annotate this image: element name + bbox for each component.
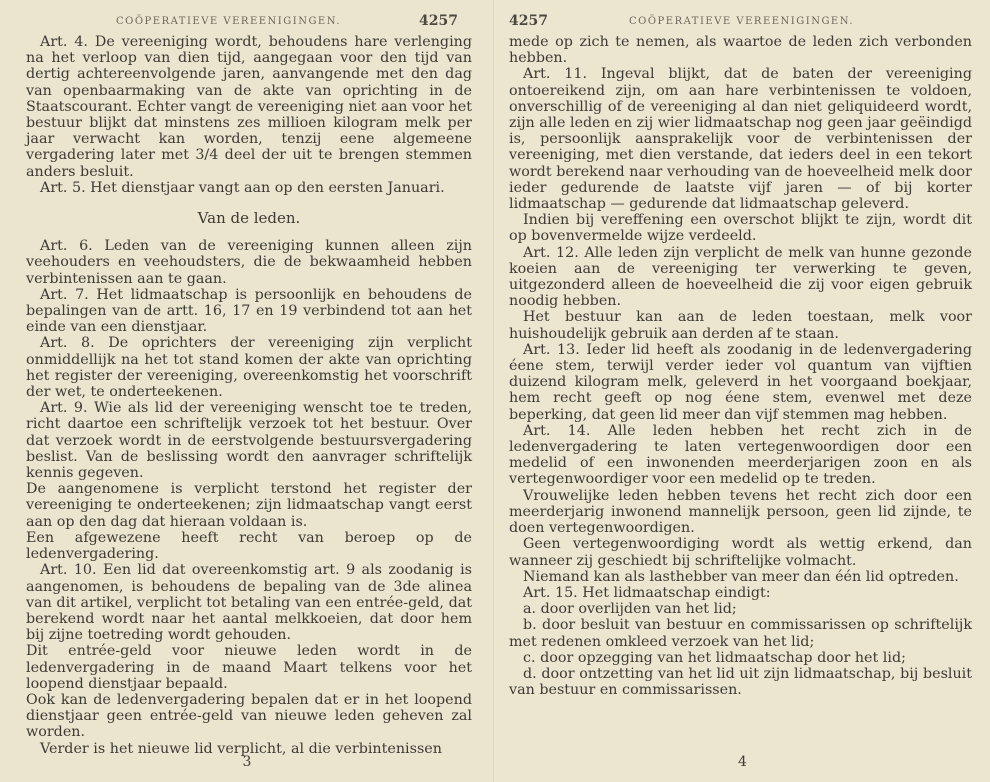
article-12: Art. 12. Alle leden zijn verplicht de melk van hunne gezonde koeien aan de vereeniging ter verwerking te geven, uitgezonderd alleen de hoeveelheid die zij voor eigen gebruik noodig hebben. <box>509 244 972 310</box>
list-item: b. door besluit van bestuur en commissarissen op schriftelijk met redenen omkleed verzoek van het lid; <box>509 617 972 650</box>
folio: 3 <box>242 754 252 770</box>
page-number: 4257 <box>509 13 548 29</box>
article-5: Art. 5. Het dienstjaar vangt aan op den eersten Januari. <box>40 179 445 196</box>
article-11: Art. 11. Ingeval blijkt, dat de baten der vereeniging ontoereikend zijn, om aan hare verbintenissen te voldoen, onverschillig of de vereeniging al dan niet geliquideerd wordt, zijn alle leden en zij wier lidmaatschap nog geen jaar geëindigd is, persoonlijk aansprakelijk voor de verbintenissen der vereeniging, met dien verstande, dat ieders deel in een tekort wordt berekend naar verhouding van de hoeveelheid melk door ieder gedurende de laatste vijf jaren — of bij korter lidmaatschap — gedurende dat lidmaatschap geleverd. <box>509 66 972 213</box>
right-page-header <box>509 10 972 34</box>
folio: 4 <box>738 754 747 770</box>
paragraph: De aangenomene is verplicht terstond het register der vereeniging te onderteekenen; zijn lidmaatschap vangt eerst aan op den dag dat hieraan voldaan is. <box>26 481 472 530</box>
section-heading: Van de leden. <box>197 209 301 228</box>
right-page-body <box>509 34 972 698</box>
article-9: Art. 9. Wie als lid der vereeniging wenscht toe te treden, richt daartoe een schriftelijk verzoek tot het bestuur. Over dat verzoek wordt in de eerstvolgende bestuursvergadering beslist. Van de beslissing wordt den aanvrager schriftelijk kennis gegeven. <box>26 400 472 482</box>
article-10: Art. 10. Een lid dat overeenkomstig art. 9 als zoodanig is aangenomen, is behoudens de bepaling van de 3de alinea van dit artikel, verplicht tot betaling van een entrée-geld, dat berekend wordt naar het aantal melkkoeien, dat door hem bij zijne toetreding wordt gehouden. <box>26 562 472 644</box>
list-item: a. door overlijden van het lid; <box>523 601 737 618</box>
paragraph: Verder is het nieuwe lid verplicht, al die verbintenissen <box>40 740 442 757</box>
right-page <box>495 0 990 782</box>
list-item: c. door opzegging van het lidmaatschap door het lid; <box>523 649 906 666</box>
left-page-header <box>26 10 472 34</box>
paragraph: Niemand kan als lasthebber van meer dan één lid optreden. <box>523 568 959 585</box>
paragraph: Geen vertegenwoordiging wordt als wettig erkend, dan wanneer zij geschiedt bij schriftelijke volmacht. <box>509 536 972 569</box>
paragraph: Indien bij vereffening een overschot blijkt te zijn, wordt dit op bovenvermelde wijze verdeeld. <box>509 212 972 245</box>
left-page-body <box>26 34 472 757</box>
article-7: Art. 7. Het lidmaatschap is persoonlijk en behoudens de bepalingen van de artt. 16, 17 en 19 verbindend tot aan het einde van een dienstjaar. <box>26 286 472 336</box>
article-6: Art. 6. Leden van de vereeniging kunnen alleen zijn veehouders en veehoudsters, die de bekwaamheid hebben verbintenissen aan te gaan. <box>26 238 472 287</box>
continuation-text: mede op zich te nemen, als waartoe de leden zich verbonden hebben. <box>509 34 972 67</box>
page-number: 4257 <box>419 13 458 29</box>
paragraph: Dit entrée-geld voor nieuwe leden wordt in de ledenvergadering in de maand Maart telkens voor het loopend dienstjaar bepaald. <box>26 643 472 692</box>
paragraph: Het bestuur kan aan de leden toestaan, melk voor huishoudelijk gebruik aan derden af te staan. <box>509 309 972 342</box>
article-13: Art. 13. Ieder lid heeft als zoodanig in de ledenvergadering éene stem, terwijl verder ieder vol quantum van vijftien duizend kilogram melk, geleverd in het voorgaand boekjaar, hem recht geeft op nog éene stem, evenwel met deze beperking, dat geen lid meer dan vijf stemmen mag hebben. <box>509 341 972 423</box>
article-4: Art. 4. De vereeniging wordt, behoudens hare verlenging na het verloop van dien tijd, aangegaan voor den tijd van dertig achtereenvolgende jaren, aanvangende met den dag van openbaarmaking van de akte van oprichting in de Staatscourant. Echter vangt de vereeniging niet aan voor het bestuur blijkt dat minstens zes millioen kilogram melk per jaar verwacht kan worden, tenzij eene algemeene vergadering later met 3/4 deel der uit te brengen stemmen anders besluit. <box>26 34 472 180</box>
article-14: Art. 14. Alle leden hebben het recht zich in de ledenvergadering te laten vertegenwoordigen door een medelid of een inwonenden meerderjarigen zoon en als vertegenwoordiger voor een medelid op te treden. <box>509 422 972 488</box>
paragraph: Vrouwelijke leden hebben tevens het recht zich door een meerderjarig inwonend mannelijk persoon, geen lid zijnde, te doen vertegenwoordigen. <box>509 487 972 537</box>
list-item: d. door ontzetting van het lid uit zijn lidmaatschap, bij besluit van bestuur en commissarissen. <box>509 665 972 699</box>
running-title: COÖPERATIEVE VEREENIGINGEN. <box>116 16 342 27</box>
article-15: Art. 15. Het lidmaatschap eindigt: <box>523 584 771 601</box>
running-title: COÖPERATIEVE VEREENIGINGEN. <box>629 16 855 27</box>
article-8: Art. 8. De oprichters der vereeniging zijn verplicht onmiddellijk na het tot stand komen der akte van oprichting het register der vereeniging, overeenkomstig het voorschrift der wet, te onderteekenen. <box>26 335 472 401</box>
paragraph: Ook kan de ledenvergadering bepalen dat er in het loopend dienstjaar geen entrée-geld van nieuwe leden geheven zal worden. <box>26 691 472 741</box>
paragraph: Een afgewezene heeft recht van beroep op de ledenvergadering. <box>26 529 472 563</box>
